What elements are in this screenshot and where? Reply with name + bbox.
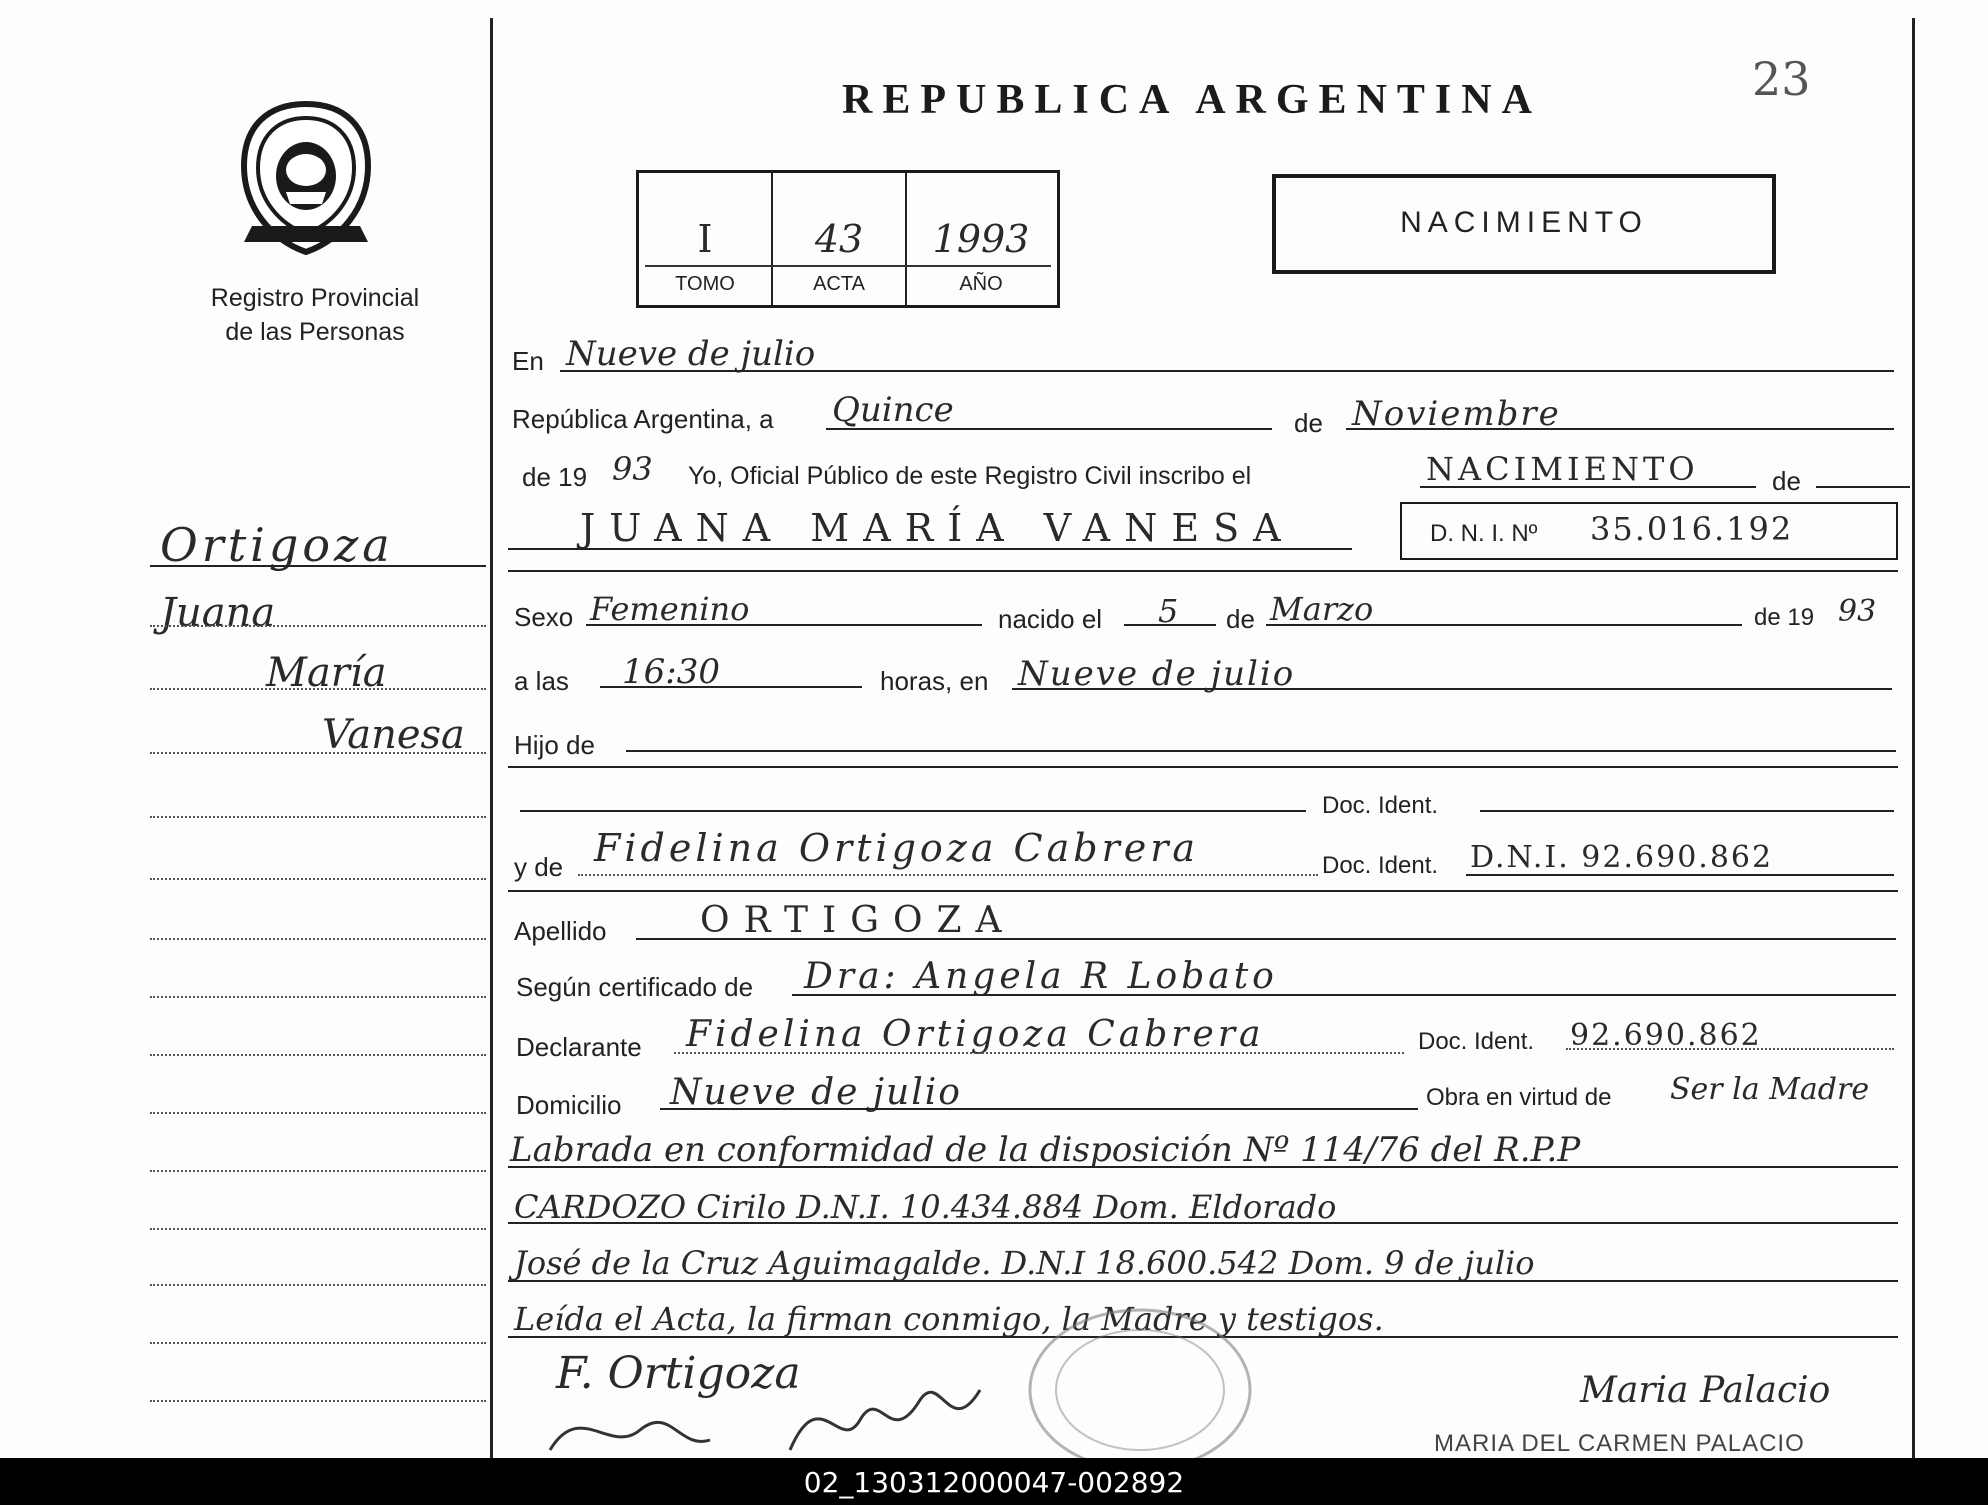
en-label: En bbox=[512, 346, 544, 376]
de3-label: de bbox=[1226, 604, 1255, 634]
yde-label: y de bbox=[514, 852, 564, 882]
anio-value: 1993 bbox=[932, 217, 1030, 261]
document-type: NACIMIENTO bbox=[1400, 206, 1648, 239]
margin-blank-line bbox=[150, 816, 486, 818]
birth-day: 5 bbox=[1158, 592, 1179, 630]
officer-stamp-name: MARIA DEL CARMEN PALACIO bbox=[1434, 1430, 1805, 1457]
cert-value: Dra: Angela R Lobato bbox=[804, 956, 1278, 997]
de2-label: de bbox=[1772, 466, 1801, 496]
mother-doc: D.N.I. 92.690.862 bbox=[1470, 840, 1774, 875]
dni-label: D. N. I. Nº bbox=[1430, 520, 1538, 547]
official-stamp bbox=[1020, 1300, 1260, 1460]
acta-label: ACTA bbox=[813, 273, 865, 295]
day-value: Quince bbox=[832, 390, 954, 430]
obra-value: Ser la Madre bbox=[1670, 1072, 1870, 1107]
act-value: NACIMIENTO bbox=[1426, 450, 1699, 488]
margin-blank-line bbox=[150, 938, 486, 940]
note-line-1: Labrada en conformidad de la disposición Nº 114/76 del R.P.P bbox=[510, 1130, 1581, 1170]
docident2-label: Doc. Ident. bbox=[1322, 852, 1439, 879]
birth-year: 93 bbox=[1838, 594, 1877, 629]
obra-label: Obra en virtud de bbox=[1426, 1084, 1612, 1111]
note-line-3: José de la Cruz Aguimagalde. D.N.I 18.600.542 Dom. 9 de julio bbox=[514, 1244, 1535, 1282]
note-line-4: Leída el Acta, la firman conmigo, la Madre y testigos. bbox=[514, 1300, 1384, 1338]
birth-month: Marzo bbox=[1270, 590, 1374, 628]
margin-divider bbox=[490, 18, 493, 1458]
docident1-label: Doc. Ident. bbox=[1322, 792, 1439, 819]
margin-blank-line bbox=[150, 1342, 486, 1344]
officer-signature: Maria Palacio bbox=[1580, 1370, 1831, 1411]
margin-given-1: Juana bbox=[160, 590, 276, 636]
footer-id: 02_130312000047-002892 bbox=[803, 1466, 1185, 1499]
nacido-label: nacido el bbox=[998, 604, 1103, 634]
dni-box bbox=[1400, 502, 1898, 560]
provincial-seal bbox=[232, 96, 380, 256]
horas-label: horas, en bbox=[880, 666, 989, 696]
birth-year-prefix: de 19 bbox=[1754, 604, 1815, 631]
mother-value: Fidelina Ortigoza Cabrera bbox=[594, 826, 1200, 870]
acta-value: 43 bbox=[814, 217, 864, 261]
declarante-value: Fidelina Ortigoza Cabrera bbox=[686, 1014, 1265, 1055]
tomo-value: I bbox=[697, 217, 713, 261]
margin-given-3: Vanesa bbox=[322, 712, 465, 758]
declarante-label: Declarante bbox=[516, 1032, 642, 1062]
republica-label: República Argentina, a bbox=[512, 404, 774, 434]
sexo-value: Femenino bbox=[590, 590, 750, 628]
margin-blank-line bbox=[150, 996, 486, 998]
en-value: Nueve de julio bbox=[566, 334, 816, 374]
note-line-2: CARDOZO Cirilo D.N.I. 10.434.884 Dom. Eldorado bbox=[514, 1188, 1337, 1226]
place-value: Nueve de julio bbox=[1018, 654, 1296, 694]
year-value: 93 bbox=[612, 450, 653, 488]
registry-name: Registro Provincial bbox=[210, 284, 420, 312]
witness-signature bbox=[540, 1360, 1020, 1460]
dni-value: 35.016.192 bbox=[1590, 510, 1794, 548]
margin-given-2: María bbox=[266, 650, 387, 696]
margin-blank-line bbox=[150, 1112, 486, 1114]
docident3-label: Doc. Ident. bbox=[1418, 1028, 1535, 1055]
hijo-label: Hijo de bbox=[514, 730, 595, 760]
cert-label: Según certificado de bbox=[516, 972, 754, 1002]
margin-blank-line bbox=[150, 1284, 486, 1286]
apellido-value: ORTIGOZA bbox=[700, 900, 1016, 941]
right-border bbox=[1912, 18, 1915, 1458]
margin-blank-line bbox=[150, 878, 486, 880]
declarante-doc: 92.690.862 bbox=[1570, 1018, 1762, 1053]
sexo-label: Sexo bbox=[514, 602, 574, 632]
margin-blank-line bbox=[150, 1054, 486, 1056]
name-value: JUANA MARÍA VANESA bbox=[580, 506, 1295, 550]
record-box bbox=[636, 170, 1060, 308]
margin-blank-line bbox=[150, 1400, 486, 1402]
domicilio-value: Nueve de julio bbox=[670, 1072, 962, 1113]
de-label: de bbox=[1294, 408, 1323, 438]
margin-blank-line bbox=[150, 1170, 486, 1172]
margin-blank-line bbox=[150, 1228, 486, 1230]
country-heading: REPUBLICA ARGENTINA bbox=[842, 77, 1542, 123]
alas-label: a las bbox=[514, 666, 569, 696]
mother-signature: F. Ortigoza bbox=[556, 1348, 801, 1399]
apellido-label: Apellido bbox=[514, 916, 607, 946]
registry-name-line2: de las Personas bbox=[225, 318, 405, 346]
margin-surname: Ortigoza bbox=[160, 518, 394, 572]
oficial-text: Yo, Oficial Público de este Registro Civil inscribo el bbox=[688, 462, 1252, 490]
year-prefix: de 19 bbox=[522, 462, 588, 492]
tomo-label: TOMO bbox=[675, 273, 735, 295]
hour-value: 16:30 bbox=[622, 652, 720, 692]
document-type-box bbox=[1272, 174, 1776, 274]
footer-bar bbox=[0, 1458, 1988, 1505]
page-number: 23 bbox=[1752, 52, 1811, 106]
domicilio-label: Domicilio bbox=[516, 1090, 622, 1120]
month-value: Noviembre bbox=[1352, 394, 1561, 434]
anio-label: AÑO bbox=[959, 273, 1003, 295]
